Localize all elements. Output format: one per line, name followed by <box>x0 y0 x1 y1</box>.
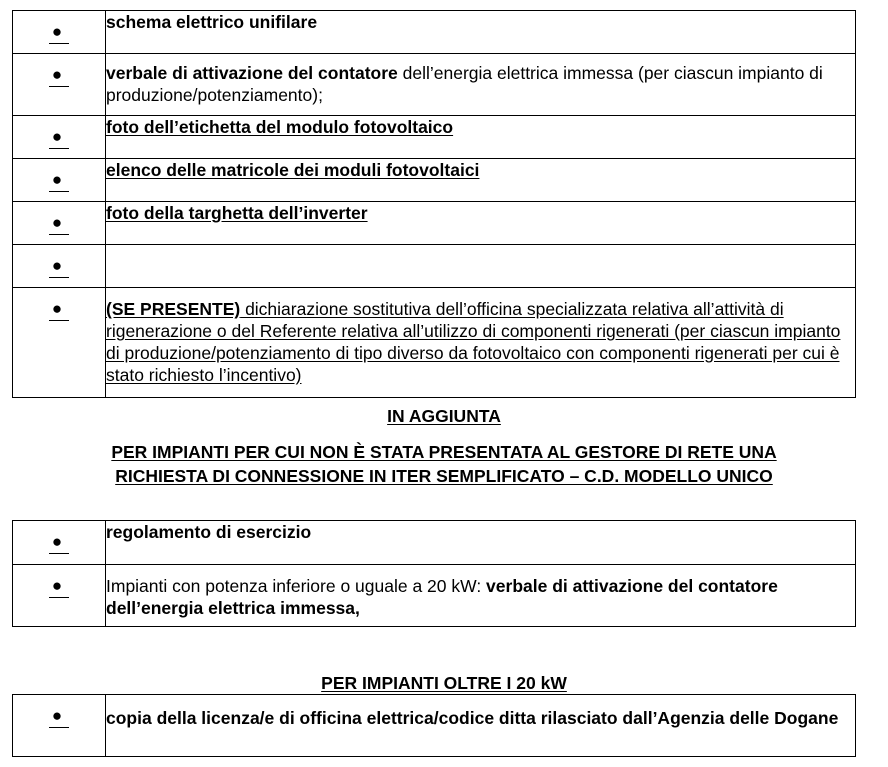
table-row <box>13 11 856 54</box>
item-label-rest: dell’energia elettrica immessa (per ciascun impianto di produzione/potenziamento); <box>106 63 823 105</box>
item-text <box>106 54 856 116</box>
item-label-rest: dichiarazione sostitutiva dell’officina specializzata relativa all’attività di rigenerazione o del Referente relativa all’utilizzo di componenti rigenerati (per ciascun impianto di produzione/potenziamento di tipo diverso da fotovoltaico con componenti rigenerati per cui è stato richiesto l’incentivo) <box>106 299 841 385</box>
table-row <box>13 159 856 202</box>
requirements-table <box>12 10 856 398</box>
table-row <box>13 245 856 288</box>
bullet-cell <box>13 521 106 565</box>
bullet-cell <box>13 116 106 159</box>
item-text <box>106 245 856 288</box>
item-label: schema elettrico unifilare <box>106 12 318 32</box>
table-row <box>13 695 856 757</box>
item-label-bold: (SE PRESENTE) <box>106 299 241 319</box>
item-text <box>106 521 856 565</box>
table-row <box>13 521 856 565</box>
table-row <box>13 288 856 398</box>
item-label: copia della licenza/e di officina elettrica/codice ditta rilasciato dall’Agenzia delle Dogane <box>106 708 839 728</box>
bullet-icon: ● <box>49 212 69 235</box>
item-label-plain: Impianti con potenza inferiore o uguale a 20 kW: <box>106 576 487 596</box>
over-20kw-table <box>12 694 856 757</box>
table-row <box>13 202 856 245</box>
section-heading <box>0 440 888 488</box>
item-label-bold: verbale di attivazione del contatore <box>106 63 398 83</box>
table-row <box>13 116 856 159</box>
bullet-icon: ● <box>49 64 69 87</box>
section-heading: IN AGGIUNTA <box>387 406 501 426</box>
bullet-icon: ● <box>49 21 69 44</box>
item-text <box>106 695 856 757</box>
item-text <box>106 565 856 627</box>
bullet-cell <box>13 288 106 398</box>
item-text <box>106 288 856 398</box>
bullet-icon: ● <box>49 531 69 554</box>
item-label: regolamento di esercizio <box>106 522 312 542</box>
item-text <box>106 11 856 54</box>
item-label: foto della targhetta dell’inverter <box>106 203 368 223</box>
item-label: elenco delle matricole dei moduli fotovoltaici <box>106 160 480 180</box>
bullet-cell <box>13 695 106 757</box>
section-heading-line: RICHIESTA DI CONNESSIONE IN ITER SEMPLIFICATO – C.D. MODELLO UNICO <box>115 466 773 486</box>
bullet-icon: ● <box>49 126 69 149</box>
item-label: foto dell’etichetta del modulo fotovoltaico <box>106 117 454 137</box>
item-text <box>106 159 856 202</box>
section-heading: PER IMPIANTI OLTRE I 20 kW <box>321 673 567 693</box>
bullet-icon: ● <box>49 575 69 598</box>
bullet-cell <box>13 54 106 116</box>
table-row <box>13 54 856 116</box>
item-text <box>106 202 856 245</box>
bullet-cell <box>13 11 106 54</box>
bullet-cell <box>13 245 106 288</box>
additional-requirements-table <box>12 520 856 627</box>
bullet-cell <box>13 159 106 202</box>
bullet-icon: ● <box>49 298 69 321</box>
bullet-icon: ● <box>49 169 69 192</box>
item-label-bold: verbale di attivazione del contatore dell’energia elettrica immessa, <box>106 576 778 618</box>
bullet-icon: ● <box>49 705 69 728</box>
table-row <box>13 565 856 627</box>
bullet-cell <box>13 565 106 627</box>
item-text <box>106 116 856 159</box>
bullet-icon: ● <box>49 255 69 278</box>
section-heading-line: PER IMPIANTI PER CUI NON È STATA PRESENTATA AL GESTORE DI RETE UNA <box>111 442 777 462</box>
bullet-cell <box>13 202 106 245</box>
